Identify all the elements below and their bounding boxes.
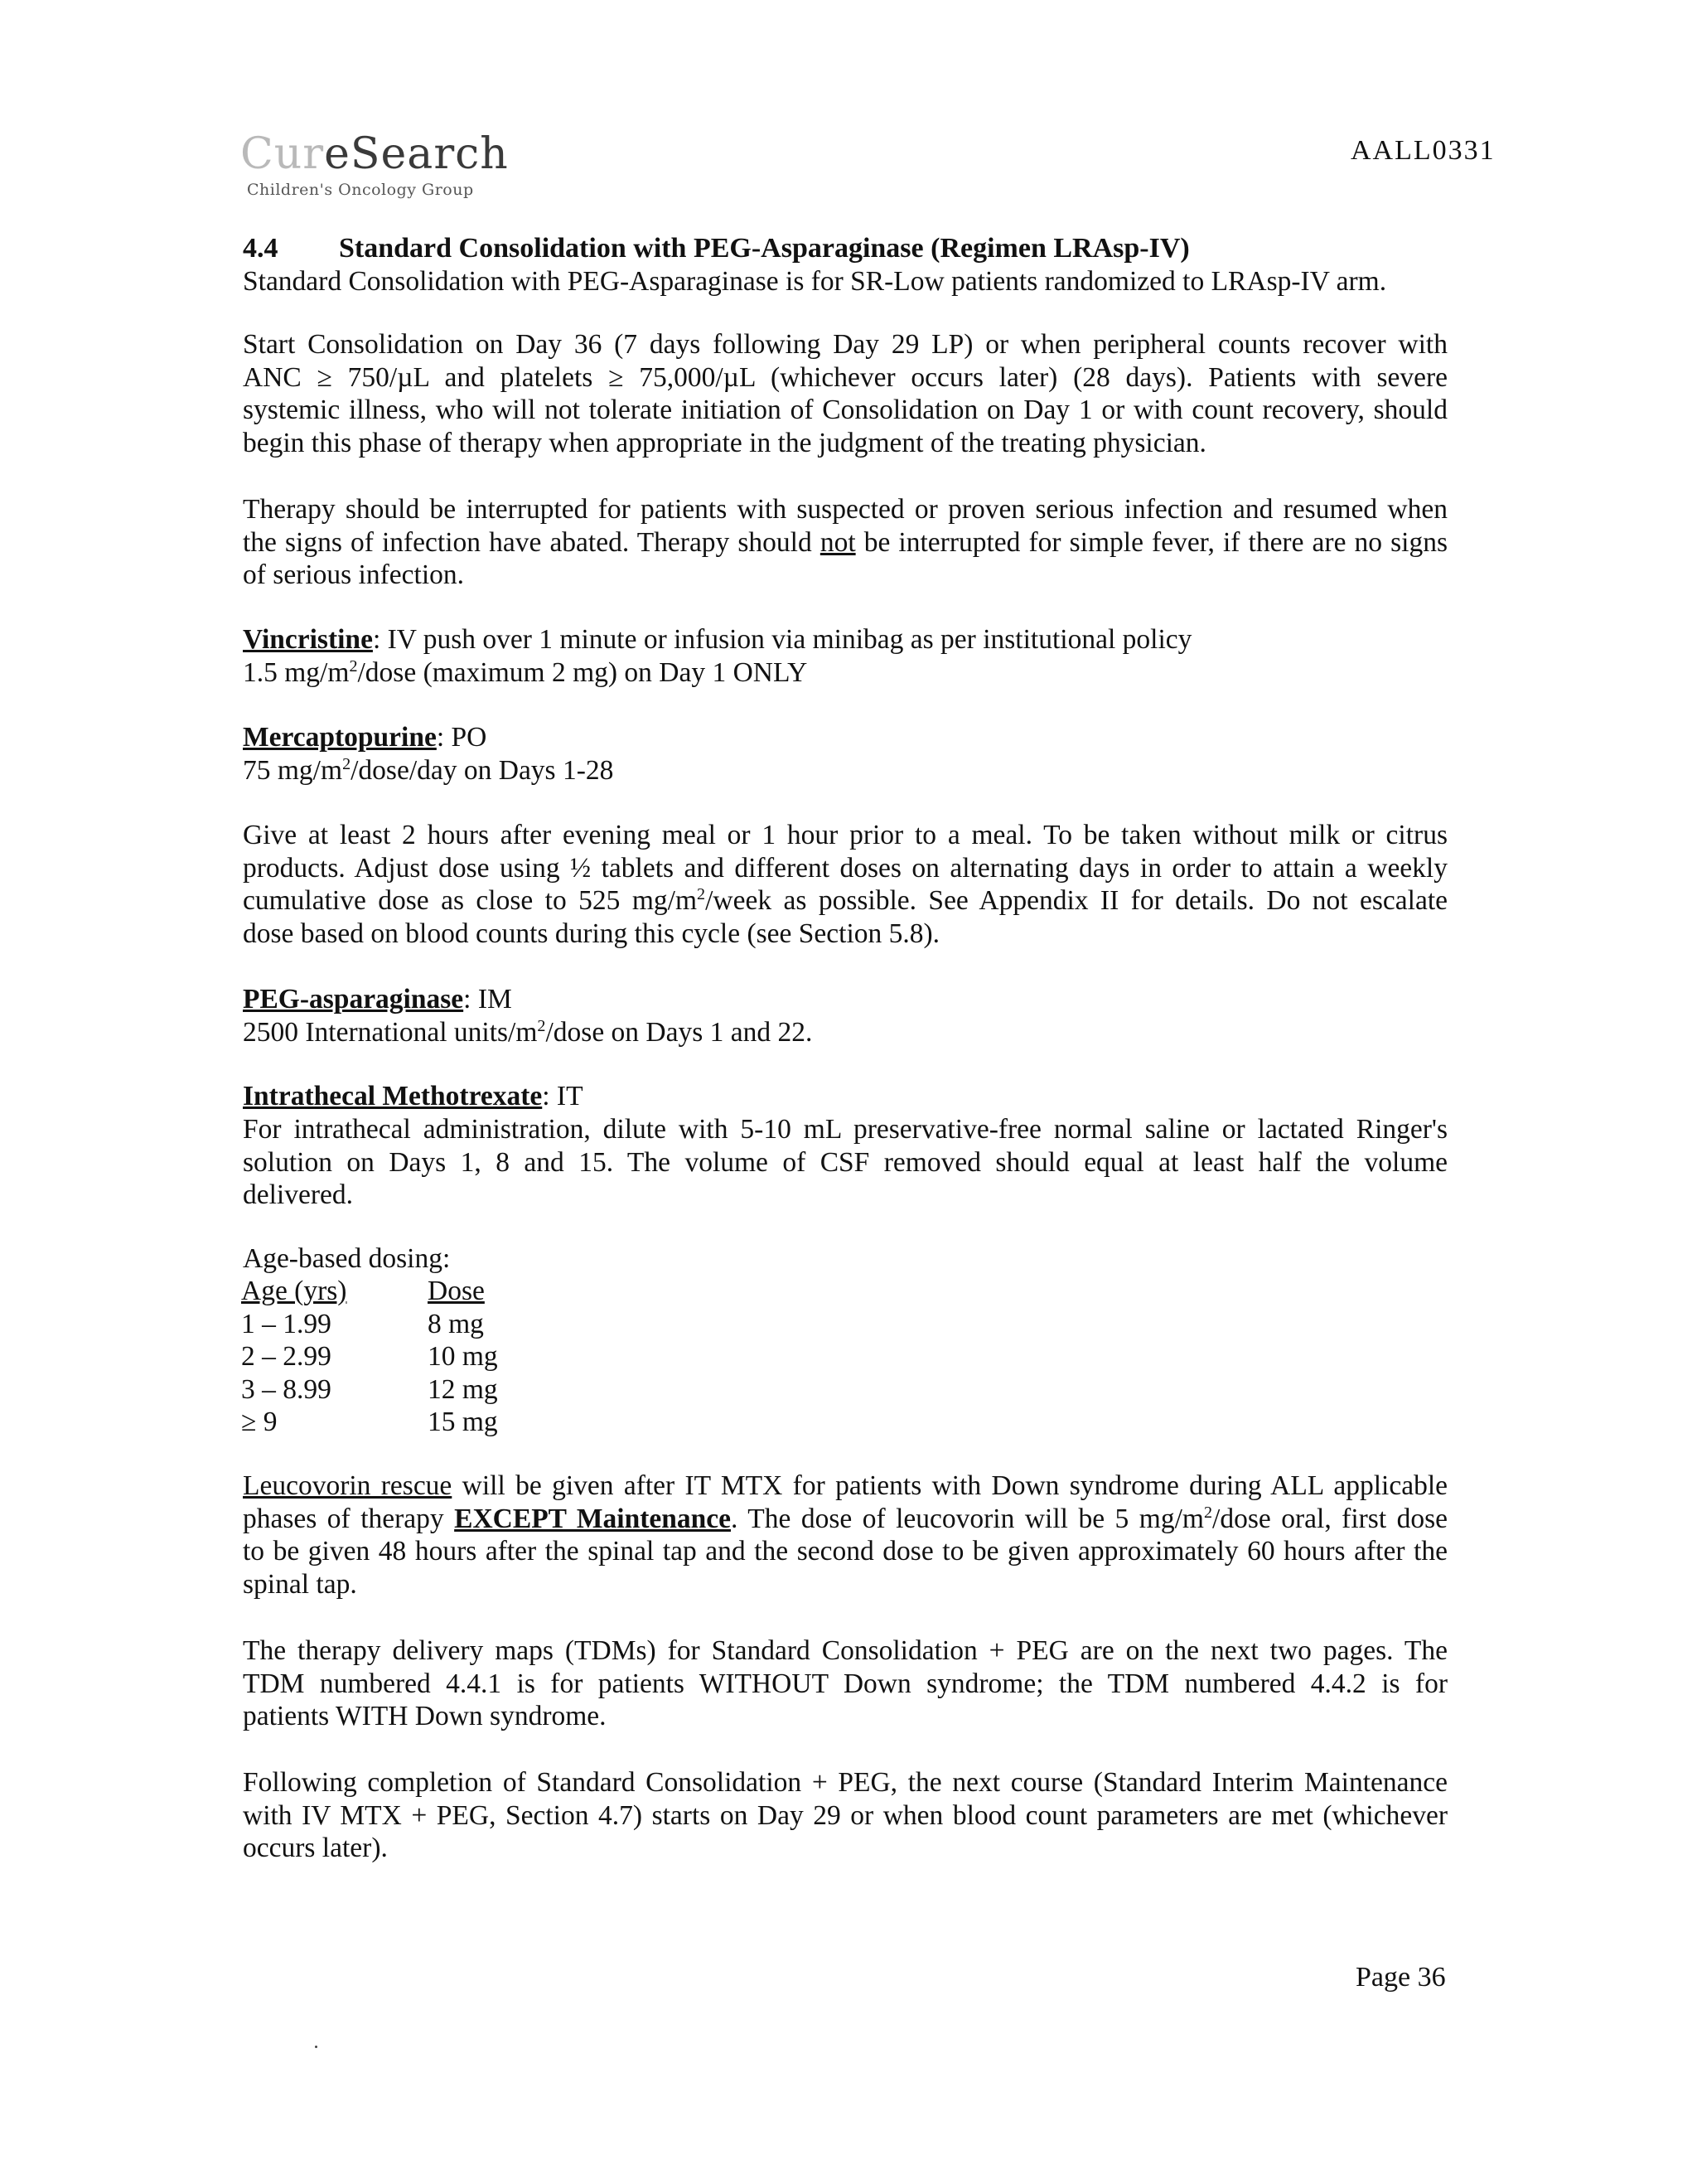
text-run: /dose oral, first dose <box>1212 1503 1448 1534</box>
text-run: the signs of infection have abated. Therapy should <box>243 526 820 558</box>
drug-heading-line <box>243 1080 1448 1113</box>
paragraph-line <box>243 1470 1448 1503</box>
age-cell: 3 – 8.99 <box>241 1373 331 1405</box>
paragraph-line: dose based on blood counts during this cycle (see Section 5.8). <box>243 918 940 949</box>
scan-speck <box>315 2046 317 2048</box>
drug-route: : IV push over 1 minute or infusion via minibag as per institutional policy <box>372 624 1192 655</box>
paragraph-line: ANC ≥ 750/µL and platelets ≥ 75,000/µL (whichever occurs later) (28 days). Patients with severe <box>243 361 1448 393</box>
drug-dose <box>243 754 1448 787</box>
dose-cell: 15 mg <box>428 1407 498 1437</box>
paragraph-line: spinal tap. <box>243 1568 357 1600</box>
paragraph-start-consolidation <box>243 328 1448 459</box>
paragraph-line: to be given 48 hours after the spinal tap and the second dose to be given approximately 60 hours after the <box>243 1536 1448 1567</box>
paragraph-line: The therapy delivery maps (TDMs) for Standard Consolidation + PEG are on the next two pages. The <box>243 1635 1448 1666</box>
drug-name: Mercaptopurine <box>243 722 437 753</box>
paragraph-leucovorin <box>243 1470 1448 1600</box>
drug-heading-line <box>243 623 1448 656</box>
drug-vincristine <box>243 623 1448 689</box>
drug-route: : IM <box>463 984 512 1015</box>
drug-name: Vincristine <box>243 624 373 655</box>
section-number: 4.4 <box>243 233 278 264</box>
paragraph-following <box>243 1766 1448 1865</box>
leucovorin-link-text: Leucovorin rescue <box>243 1470 452 1501</box>
age-dosing-label: Age-based dosing: <box>243 1243 451 1274</box>
paragraph-interrupt <box>243 493 1448 592</box>
text-run: /dose on Days 1 and 22. <box>545 1016 813 1048</box>
paragraph-line: Give at least 2 hours after evening meal or 1 hour prior to a meal. To be taken without milk or citrus <box>243 820 1448 850</box>
age-cell: 2 – 2.99 <box>241 1341 331 1372</box>
superscript: 2 <box>1203 1503 1213 1522</box>
dose-cell: 10 mg <box>428 1341 498 1372</box>
drug-dose <box>243 656 1448 690</box>
text-run: /dose/day on Days 1-28 <box>351 754 614 786</box>
column-header-age: Age (yrs) <box>241 1276 347 1306</box>
cursearch-logo <box>240 129 509 199</box>
superscript: 2 <box>342 754 351 773</box>
page-number: Page 36 <box>1356 1962 1446 1993</box>
text-run: 2500 International units/m <box>243 1016 538 1048</box>
paragraph-line: patients WITH Down syndrome. <box>243 1701 607 1731</box>
text-run: will be given after IT MTX for patients with Down syndrome during ALL applicable <box>452 1470 1448 1501</box>
paragraph-line <box>243 526 1448 559</box>
paragraph-line <box>243 1503 1448 1536</box>
drug-heading-line <box>243 721 1448 754</box>
emphasis-except-maintenance: EXCEPT Maintenance <box>454 1503 731 1534</box>
paragraph-line: Therapy should be interrupted for patients with suspected or proven serious infection and resumed when <box>243 494 1448 525</box>
paragraph-tdm <box>243 1634 1448 1733</box>
text-run: be interrupted for simple fever, if there are no signs <box>855 526 1448 558</box>
dose-cell: 12 mg <box>428 1373 498 1405</box>
drug-intrathecal-methotrexate <box>243 1080 1448 1113</box>
drug-peg-asparaginase <box>243 983 1448 1048</box>
paragraph-line: occurs later). <box>243 1833 388 1863</box>
superscript: 2 <box>349 656 358 676</box>
table-row <box>241 1308 498 1341</box>
text-run: 75 mg/m <box>243 754 343 786</box>
logo-wordmark-faded: Cur <box>240 129 325 179</box>
superscript: 2 <box>697 884 706 903</box>
paragraph-line: Start Consolidation on Day 36 (7 days following Day 29 LP) or when peripheral counts recover with <box>243 329 1448 360</box>
text-run: cumulative dose as close to 525 mg/m <box>243 885 698 916</box>
column-header-dose: Dose <box>428 1276 485 1306</box>
text-run: /week as possible. See Appendix II for details. Do not escalate <box>705 885 1448 916</box>
drug-mercaptopurine <box>243 721 1448 787</box>
logo-subtitle: Children's Oncology Group <box>247 181 474 199</box>
drug-heading-line <box>243 983 1448 1016</box>
section-title: Standard Consolidation with PEG-Asparaginase (Regimen LRAsp-IV) <box>339 233 1190 264</box>
emphasis-not: not <box>819 526 856 558</box>
paragraph-line: TDM numbered 4.4.1 is for patients WITHOUT Down syndrome; the TDM numbered 4.4.2 is for <box>243 1668 1448 1699</box>
paragraph-line: delivered. <box>243 1179 354 1210</box>
table-row <box>241 1373 498 1407</box>
superscript: 2 <box>537 1016 546 1035</box>
logo-wordmark-strong: eSearch <box>324 129 509 179</box>
age-dosing-table <box>241 1275 498 1439</box>
table-header-row <box>241 1275 498 1308</box>
age-cell: 1 – 1.99 <box>241 1308 331 1339</box>
paragraph-line <box>243 884 1448 918</box>
protocol-id: AALL0331 <box>1351 135 1496 166</box>
section-intro: Standard Consolidation with PEG-Asparaginase is for SR-Low patients randomized to LRAsp-IV arm. <box>243 266 1387 297</box>
paragraph-line: with IV MTX + PEG, Section 4.7) starts on Day 29 or when blood count parameters are met (whichever <box>243 1799 1448 1831</box>
table-row <box>241 1406 498 1439</box>
dose-cell: 8 mg <box>428 1308 484 1339</box>
drug-dose <box>243 1016 1448 1049</box>
paragraph-line: begin this phase of therapy when appropriate in the judgment of the treating physician. <box>243 427 1206 458</box>
it-mtx-instructions <box>243 1113 1448 1212</box>
paragraph-line: of serious infection. <box>243 559 465 590</box>
text-run: phases of therapy <box>243 1503 455 1534</box>
mercaptopurine-note <box>243 819 1448 950</box>
table-row <box>241 1340 498 1373</box>
section-heading <box>243 233 1190 264</box>
paragraph-line: solution on Days 1, 8 and 15. The volume of CSF removed should equal at least half the volume <box>243 1146 1448 1178</box>
paragraph-line: systemic illness, who will not tolerate initiation of Consolidation on Day 1 or with count recovery, should <box>243 395 1448 425</box>
text-run: . The dose of leucovorin will be 5 mg/m <box>731 1503 1204 1534</box>
paragraph-line: products. Adjust dose using ½ tablets and different doses on alternating days in order to attain a weekly <box>243 852 1448 884</box>
paragraph-line: Following completion of Standard Consolidation + PEG, the next course (Standard Interim Maintenance <box>243 1767 1448 1798</box>
drug-route: : IT <box>542 1081 583 1111</box>
paragraph-line: For intrathecal administration, dilute with 5-10 mL preservative-free normal saline or lactated Ringer's <box>243 1114 1448 1145</box>
age-cell: ≥ 9 <box>241 1407 278 1437</box>
text-run: /dose (maximum 2 mg) on Day 1 ONLY <box>357 656 808 688</box>
drug-name: PEG-asparaginase <box>243 984 464 1015</box>
logo-wordmark <box>240 129 509 179</box>
drug-name: Intrathecal Methotrexate <box>243 1081 543 1111</box>
drug-route: : PO <box>436 722 487 753</box>
text-run: 1.5 mg/m <box>243 656 350 688</box>
